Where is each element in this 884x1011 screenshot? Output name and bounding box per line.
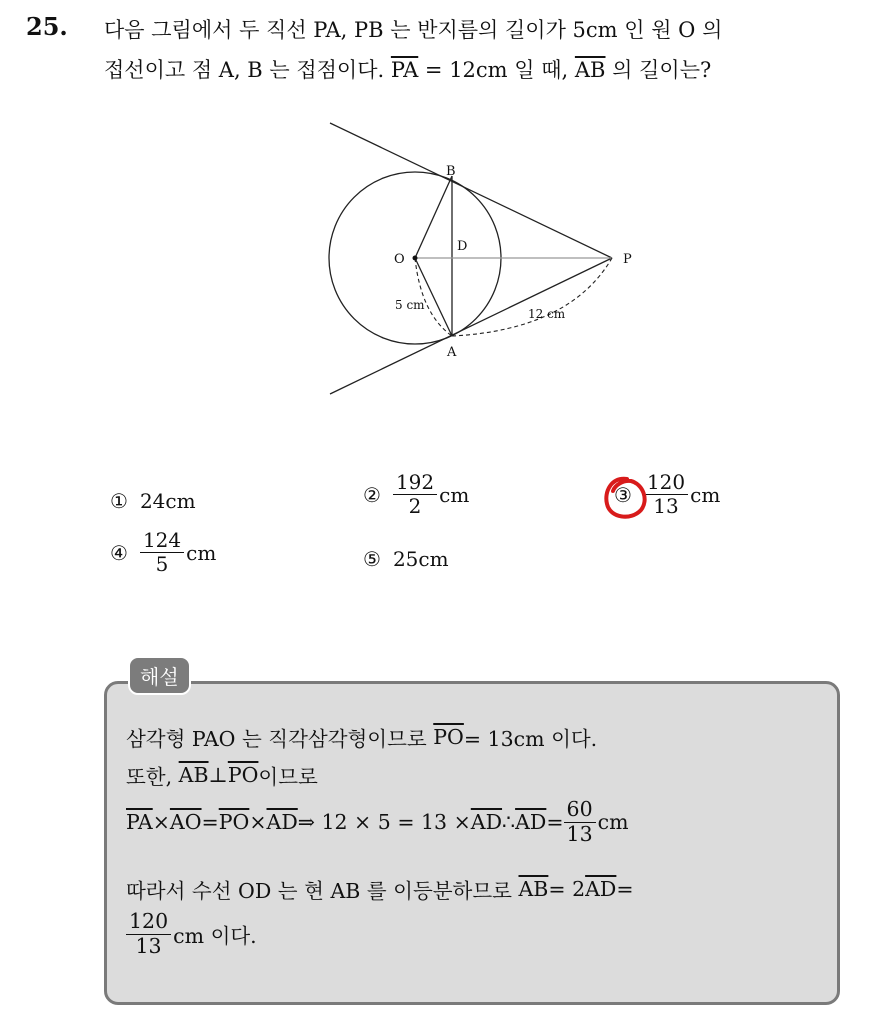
label-p: P <box>623 252 632 267</box>
fraction: $\frac{192}{2}$ <box>393 471 437 518</box>
solution-line-5: $\frac{120}{13}$ cm 이다. <box>126 910 257 958</box>
solution-tag: 해설 <box>128 656 191 695</box>
segment-oa-line <box>415 258 452 336</box>
fraction: $\frac{120}{13}$ <box>126 910 171 958</box>
solution-line-4: 따라서 수선 OD 는 현 AB 를 이등분하므로 $\overline{AB}$ = 2 $\overline{AD}$ = <box>126 877 634 903</box>
choice-5[interactable] <box>363 547 449 571</box>
choice-text: 24cm <box>139 489 196 513</box>
fraction: $\frac{124}{5}$ <box>140 529 184 576</box>
segment-ab: $\overline{AB}$ <box>574 58 606 82</box>
answer-mark-icon <box>601 474 649 524</box>
choice-marker: ② <box>363 482 381 507</box>
choice-marker: ④ <box>110 540 128 565</box>
choice-text: 25cm <box>392 547 449 571</box>
choice-marker: ⑤ <box>363 547 381 571</box>
choice-3[interactable]: ③ $\frac{120}{13}$ cm <box>614 470 721 518</box>
solution-line-1: 삼각형 PAO 는 직각삼각형이므로 $\overline{PO}$ = 13cm 이다. <box>126 725 598 751</box>
solution-line-3: $\overline{PA}$ × $\overline{AO}$ = $\overline{PO}$ × $\overline{AD}$ ⇒ 12 × 5 = 13 × $\overline{AD}$ ∴ $\overline{AD}$ = $\frac{60}{13}$ cm <box>126 797 629 846</box>
point-o-dot <box>413 256 418 261</box>
choice-4[interactable]: ④ $\frac{124}{5}$ cm <box>110 528 217 576</box>
fraction: $\frac{60}{13}$ <box>564 798 596 846</box>
tangent-line-pa <box>330 258 612 394</box>
label-a: A <box>447 345 457 360</box>
fraction: $\frac{120}{13}$ <box>644 471 688 518</box>
segment-ob-line <box>415 176 452 258</box>
label-tangent: 12 cm <box>528 307 566 321</box>
question-text-line2: 접선이고 점 A, B 는 접점이다. $\overline{PA} = 12cm$ 일 때, $\overline{AB}$ 의 길이는? <box>104 58 712 82</box>
label-o: O <box>394 252 405 267</box>
label-radius: 5 cm <box>395 298 425 312</box>
geometry-diagram <box>325 118 645 403</box>
question-text-line1: 다음 그림에서 두 직선 PA, PB 는 반지름의 길이가 5cm 인 원 O 의 <box>104 18 723 42</box>
segment-pa: $\overline{PA}$ <box>390 58 419 82</box>
question-number: 25. <box>26 12 68 41</box>
label-b: B <box>446 164 456 179</box>
tangent-line-pb <box>330 123 612 258</box>
choice-marker: ① <box>110 489 128 513</box>
choice-2[interactable]: ② $\frac{192}{2}$ cm <box>363 470 470 518</box>
choice-marker: ③ <box>614 482 632 507</box>
solution-line-2: 또한, $\overline{AB}$ ⊥ $\overline{PO}$ 이므로 <box>126 763 318 789</box>
choice-1[interactable] <box>110 489 196 513</box>
label-d: D <box>457 239 468 254</box>
